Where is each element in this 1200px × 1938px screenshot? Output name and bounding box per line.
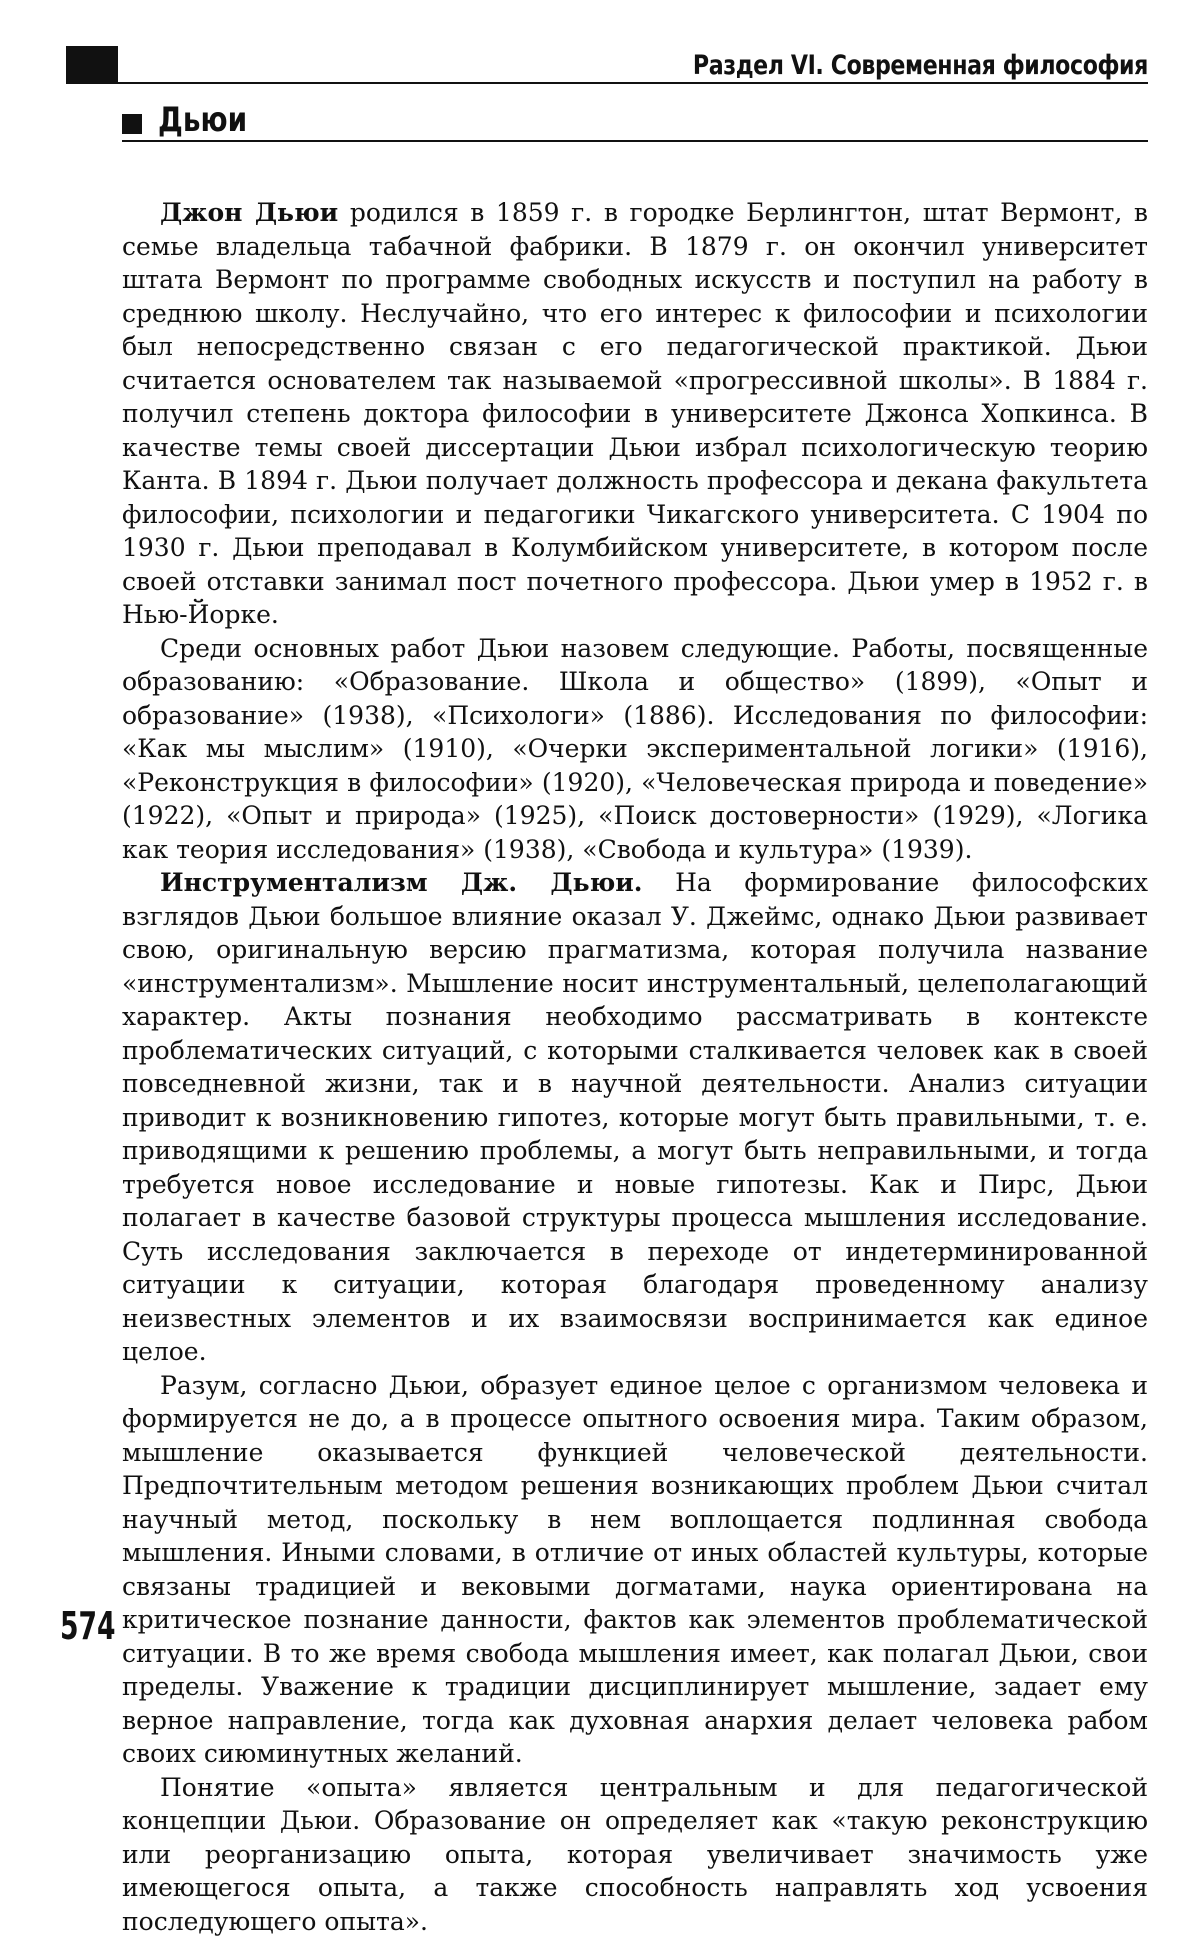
- paragraph-text: Разум, согласно Дьюи, образует единое целое с организмом человека и формируется не до, а в процессе опытного освоения мира. Таким образом, мышление оказывается функцией человеческой деятельности. Предпочтительным методом решения возникающих проблем Дьюи считал научный метод, поскольку в нем воплощается подлинная свобода мышления. Иными словами, в отличие от иных областей культуры, которые связаны традицией и вековыми догматами, наука ориентирована на критическое познание данности, фактов как элементов проблематической ситуации. В то же время свобода мышления имеет, как полагал Дьюи, свои пределы. Уважение к традиции дисциплинирует мышление, задает ему верное направление, тогда как духовная анархия делает человека рабом своих сиюминутных желаний.: [122, 1371, 1148, 1769]
- paragraph-text: На формирование философских взглядов Дьюи большое влияние оказал У. Джеймс, однако Дьюи развивает свою, оригинальную версию прагматизма, которая получила название «инструментализм». Мышление носит инструментальный, целеполагающий характер. Акты познания необходимо рассматривать в контексте проблематических ситуаций, с которыми сталкивается человек как в своей повседневной жизни, так и в научной деятельности. Анализ ситуации приводит к возникновению гипотез, которые могут быть правильными, т. е. приводящими к решению проблемы, а могут быть неправильными, и тогда требуется новое исследование и новые гипотезы. Как и Пирс, Дьюи полагает в качестве базовой структуры процесса мышления исследование. Суть исследования заключается в переходе от индетерминированной ситуации к ситуации, которая благодаря проведенному анализу неизвестных элементов и их взаимосвязи воспринимается как единое целое.: [122, 868, 1148, 1366]
- paragraph-works: [122, 632, 1148, 867]
- paragraph-lead: Инструментализм Дж. Дьюи.: [160, 868, 643, 897]
- paragraph-reason: [122, 1369, 1148, 1771]
- paragraph-biography: [122, 196, 1148, 632]
- paragraph-lead: Джон Дьюи: [160, 198, 338, 227]
- running-head: Раздел VI. Современная философия: [693, 50, 1148, 81]
- paragraph-text: Среди основных работ Дьюи назовем следующие. Работы, посвященные образованию: «Образование. Школа и общество» (1899), «Опыт и образование» (1938), «Психологи» (1886). Исследования по философии: «Как мы мыслим» (1910), «Очерки экспериментальной логики» (1916), «Реконструкция в философии» (1920), «Человеческая природа и поведение» (1922), «Опыт и природа» (1925), «Поиск достоверности» (1929), «Логика как теория исследования» (1938), «Свобода и культура» (1939).: [122, 634, 1148, 864]
- section-title: Дьюи: [158, 100, 247, 140]
- section-bullet-icon: [122, 114, 142, 134]
- header-rule: [66, 82, 1148, 84]
- page-number: 574: [60, 1604, 116, 1648]
- paragraph-experience: [122, 1771, 1148, 1938]
- section-rule: [122, 140, 1148, 142]
- body-text: [122, 196, 1148, 1938]
- paragraph-text: родился в 1859 г. в городке Берлингтон, штат Вермонт, в семье владельца табачной фабрики. В 1879 г. он окончил университет штата Вермонт по программе свободных искусств и поступил на работу в среднюю школу. Неслучайно, что его интерес к философии и психологии был непосредственно связан с его педагогической практикой. Дьюи считается основателем так называемой «прогрессивной школы». В 1884 г. получил степень доктора философии в университете Джонса Хопкинса. В качестве темы своей диссертации Дьюи избрал психологическую теорию Канта. В 1894 г. Дьюи получает должность профессора и декана факультета философии, психологии и педагогики Чикагского университета. С 1904 по 1930 г. Дьюи преподавал в Колумбийском университете, в котором после своей отставки занимал пост почетного профессора. Дьюи умер в 1952 г. в Нью-Йорке.: [122, 198, 1148, 629]
- paragraph-instrumentalism: [122, 866, 1148, 1369]
- header-marker-block: [66, 46, 118, 82]
- paragraph-text: Понятие «опыта» является центральным и для педагогической концепции Дьюи. Образование он определяет как «такую реконструкцию или реорганизацию опыта, которая увеличивает значимость уже имеющегося опыта, а также способность направлять ход усвоения последующего опыта».: [122, 1773, 1148, 1936]
